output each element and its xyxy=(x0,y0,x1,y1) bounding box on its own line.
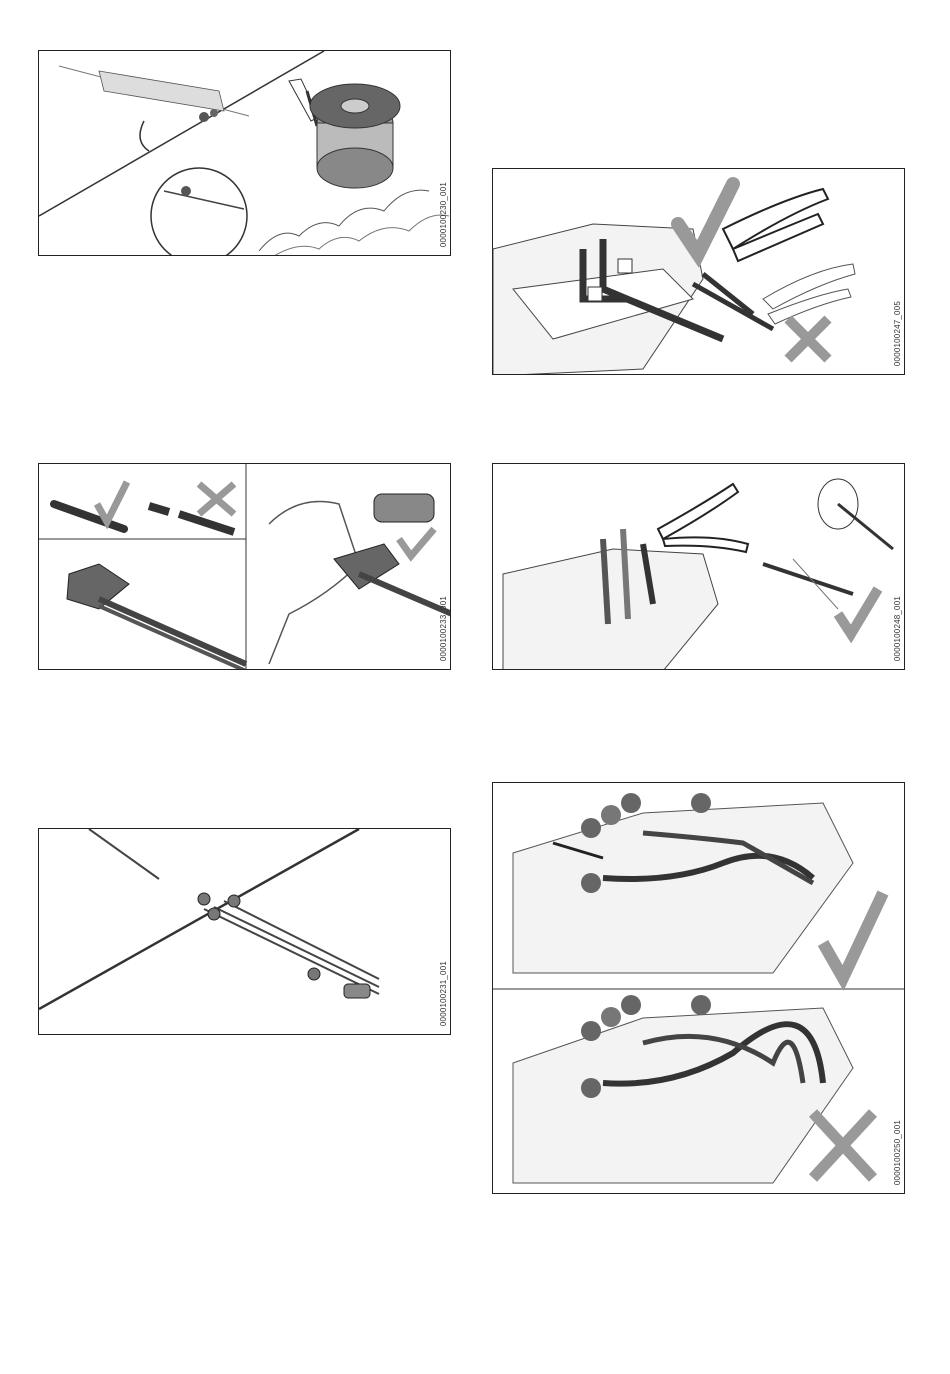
cross-icon xyxy=(813,1113,873,1178)
figure-code: 0000100250_001 xyxy=(893,1119,902,1185)
cross-icon xyxy=(788,319,828,359)
cross-icon xyxy=(199,484,234,514)
figure-code: 0000100233_001 xyxy=(439,595,448,661)
wire-spool-illustration xyxy=(39,51,451,256)
connector-icon xyxy=(374,494,434,522)
wire-spool-icon xyxy=(310,84,400,188)
figure-wire-stripping xyxy=(492,463,905,670)
checkmark-icon xyxy=(678,184,733,254)
checkmark-icon xyxy=(838,589,878,634)
figure-terminal-wiring xyxy=(492,782,905,1194)
terminal-wiring-illustration xyxy=(493,783,905,1194)
checkmark-icon xyxy=(97,482,127,522)
figure-crossing-wires xyxy=(38,828,451,1035)
checkmark-icon xyxy=(399,529,434,556)
checkmark-icon xyxy=(823,893,883,978)
terminal-pliers-illustration xyxy=(493,169,905,375)
pliers-wrong-icon xyxy=(763,264,855,324)
figure-terminal-cutting xyxy=(492,168,905,375)
figure-code: 0000100247_005 xyxy=(893,300,902,366)
crossing-wires-illustration xyxy=(39,829,451,1035)
figure-code: 0000100231_001 xyxy=(439,960,448,1026)
pliers-icon xyxy=(658,484,748,552)
figure-code: 0000100248_001 xyxy=(893,595,902,661)
wire-connector-illustration xyxy=(39,464,451,670)
figure-wire-spool-cutting xyxy=(38,50,451,256)
figure-wire-connector xyxy=(38,463,451,670)
wire-stripping-illustration xyxy=(493,464,905,670)
pliers-icon xyxy=(723,189,828,261)
figure-code: 0000100230_001 xyxy=(439,181,448,247)
